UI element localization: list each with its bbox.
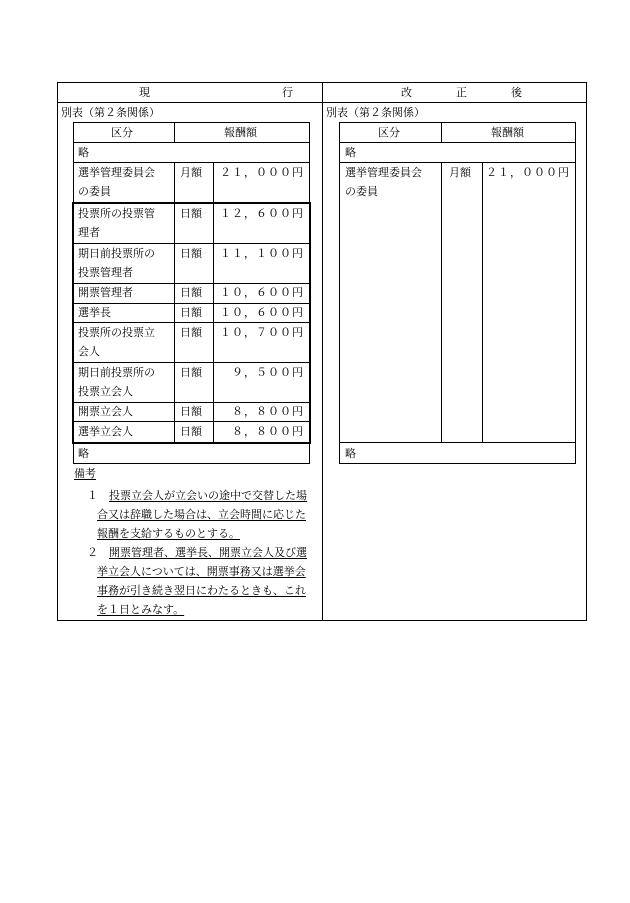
header-revised: 改 正 後 [401,86,522,99]
row-amount: ２１，０００円 [220,166,304,179]
frame-middle [322,82,323,621]
row-name: 開票立会人 [78,405,133,418]
header-current: 現 行 [139,86,293,99]
right-table-top [339,122,576,123]
row-name: 選挙立会人 [78,425,133,438]
right-omit-bottom: 略 [345,447,356,460]
row-name: 投票所の投票立 [78,326,155,339]
row-unit: 月額 [449,166,471,179]
row-amount: １２，６００円 [220,207,304,220]
left-table-title: 別表（第２条関係） [61,106,160,119]
frame-right [586,82,587,621]
row-name: 会人 [78,345,100,358]
left-col-kubun: 区分 [111,126,133,139]
row-unit: 日額 [180,425,202,438]
row-name: 選挙管理委員会 [345,166,422,179]
row-amount: １１，１００円 [220,247,304,260]
remarks-title: 備考 [74,467,96,480]
row-name: 期日前投票所の [78,247,155,260]
row-name: 期日前投票所の [78,366,155,379]
right-omit-top: 略 [345,146,356,159]
row-unit: 日額 [180,247,202,260]
row-amount: １０，６００円 [220,286,304,299]
row-amount: ９，５００円 [232,366,304,379]
row-name: 投票立会人 [78,385,133,398]
row-amount: ８，８００円 [232,405,304,418]
row-unit: 月額 [180,166,202,179]
row-amount: ２１，０００円 [486,166,570,179]
left-omit-top: 略 [78,146,89,159]
row-unit: 日額 [180,207,202,220]
left-omit-bottom: 略 [78,447,89,460]
frame-left [57,82,58,621]
left-col-fee: 報酬額 [224,126,257,139]
remark-number: １ [87,489,98,502]
row-name: の委員 [78,185,111,198]
row-unit: 日額 [180,405,202,418]
remark-number: ２ [87,546,98,559]
row-name: 選挙長 [78,306,111,319]
remark-text: 報酬を支給するものとする。 [97,527,240,540]
right-col-kubun: 区分 [378,126,400,139]
remark-text: 挙立会人については、開票事務又は選挙会 [97,565,306,578]
row-unit: 日額 [180,286,202,299]
right-col-fee: 報酬額 [491,126,524,139]
row-unit: 日額 [180,366,202,379]
row-amount: １０，７００円 [220,326,304,339]
remark-text: 合又は辞職した場合は、立会時間に応じた [97,508,306,521]
remark-text: 投票立会人が立会いの途中で交替した場 [109,489,307,502]
right-table-title: 別表（第２条関係） [326,106,425,119]
row-amount: １０，６００円 [220,306,304,319]
row-name: の委員 [345,185,378,198]
left-table-bottom [73,463,310,464]
row-unit: 日額 [180,306,202,319]
row-name: 理者 [78,226,100,239]
left-table-top [73,122,310,123]
row-name: 投票管理者 [78,266,133,279]
row-name: 投票所の投票管 [78,207,155,220]
remark-text: を１日とみなす。 [97,603,185,616]
remark-text: 開票管理者、選挙長、開票立会人及び選 [109,546,307,559]
remark-text: 事務が引き続き翌日にわたるときも、これ [97,584,306,597]
row-name: 開票管理者 [78,286,133,299]
row-name: 選挙管理委員会 [78,166,155,179]
right-table-bottom [339,463,576,464]
row-unit: 日額 [180,326,202,339]
row-amount: ８，８００円 [232,425,304,438]
